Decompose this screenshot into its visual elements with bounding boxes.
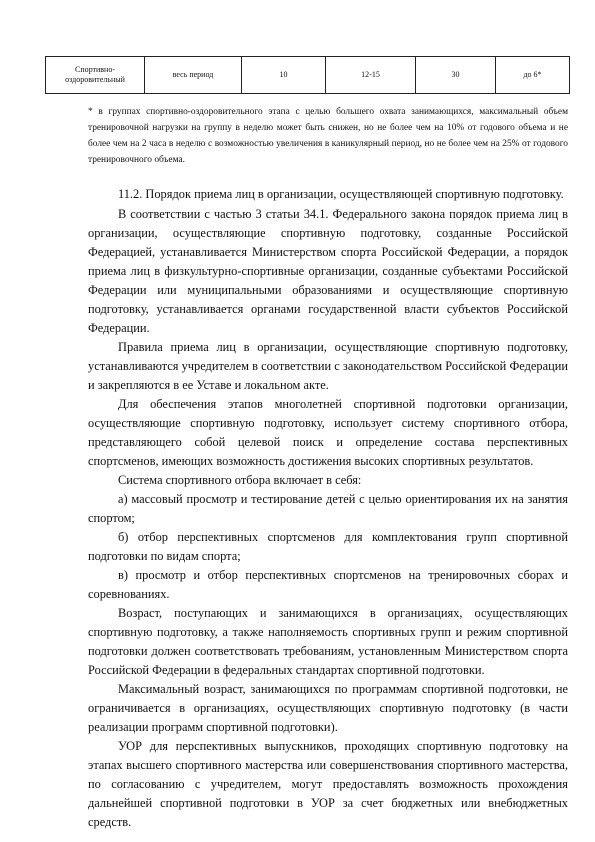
list-item: б) отбор перспективных спортсменов для комплектования групп спортивной подготовки по видам спорта; (88, 530, 568, 563)
table-cell-value: до 6* (496, 57, 570, 94)
paragraph: Правила приема лиц в организации, осуществляющие спортивную подготовку, устанавливаются учредителем в соответствии с законодательством Российской Федерации и закрепляются в ее Уставе и локальном акте. (88, 340, 568, 392)
section-title: 11.2. Порядок приема лиц в организации, осуществляющей спортивную подготовку. (118, 187, 564, 201)
table-cell-period: весь период (145, 57, 242, 94)
training-load-table (45, 56, 570, 94)
list-item: в) просмотр и отбор перспективных спортсменов на тренировочных сборах и соревнованиях. (88, 568, 568, 601)
paragraph: Для обеспечения этапов многолетней спортивной подготовки организации, осуществляющие спортивную подготовку, использует систему спортивного отбора, представляющего собой целевой поиск и определение состава перспективных спортсменов, имеющих возможность достижения высоких спортивных результатов. (88, 397, 568, 468)
table-footnote: * в группах спортивно-оздоровительного этапа с целью большего охвата занимающихся, максимальный объем тренировочной нагрузки на группу в неделю может быть снижен, но не более чем на 10% от годового объема и не более чем на 2 часа в неделю с возможностью увеличения в каникулярный период, но не более чем на 25% от годового тренировочного объема. (88, 107, 568, 165)
table-row (46, 57, 570, 94)
paragraph: В соответствии с частью 3 статьи 34.1. Федерального закона порядок приема лиц в организации, осуществляющие спортивную подготовку, созданные Российской Федерацией, устанавливается Министерством спорта Российской Федерации, а порядок приема лиц в физкультурно-спортивные организации, созданные субъектами Российской Федерации или муниципальными образованиями и осуществляющие спортивную подготовку, устанавливается органами государственной власти субъектов Российской Федерации. (88, 207, 568, 335)
paragraph: Возраст, поступающих и занимающихся в организациях, осуществляющих спортивную подготовку, а также наполняемость спортивных групп и режим спортивной подготовки должен соответствовать требованиям, установленным Министерством спорта Российской Федерации в федеральных стандартах спортивной подготовки. (88, 606, 568, 677)
list-item: а) массовый просмотр и тестирование детей с целью ориентирования их на занятия спортом; (88, 492, 568, 525)
table-cell-value: 30 (416, 57, 496, 94)
paragraph: УОР для перспективных выпускников, проходящих спортивную подготовку на этапах высшего спортивного мастерства или совершенствования спортивного мастерства, по согласованию с учредителем, могут предоставлять возможность прохождения дальнейшей спортивной подготовки в УОР за счет бюджетных или внебюджетных средств. (88, 739, 568, 829)
table-cell-value: 10 (242, 57, 326, 94)
section-body (88, 185, 568, 832)
paragraph: Система спортивного отбора включает в себя: (118, 473, 362, 487)
paragraph: Максимальный возраст, занимающихся по программам спортивной подготовки, не ограничивается в организациях, осуществляющих спортивную подготовку (в части реализации программ спортивной подготовки). (88, 682, 568, 734)
table-cell-value: 12-15 (326, 57, 416, 94)
table-cell-stage: Спортивно-оздоровительный (46, 57, 145, 94)
